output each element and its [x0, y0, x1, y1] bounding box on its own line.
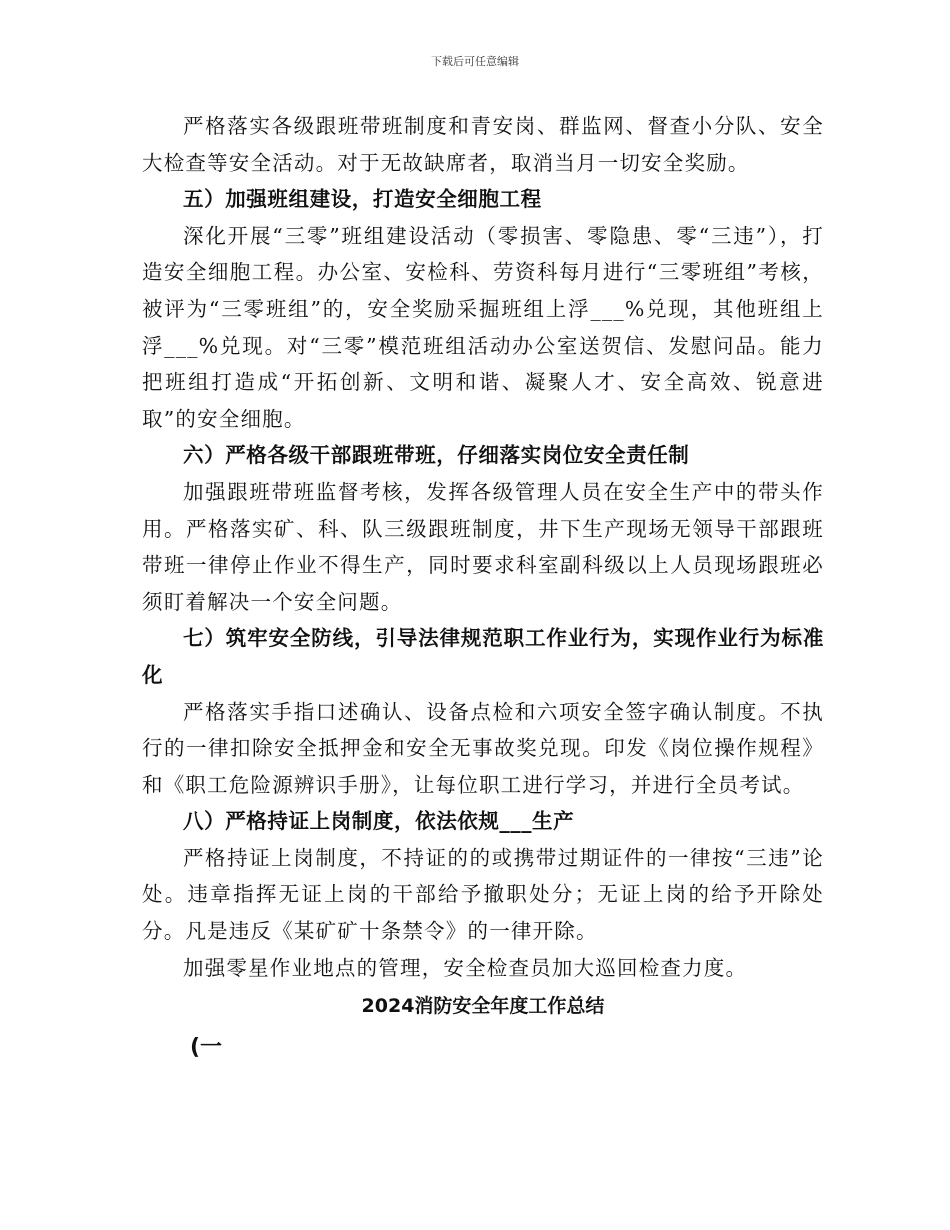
paragraph-team-building: 深化开展“三零”班组建设活动（零损害、零隐患、零“三违”），打造安全细胞工程。办公室、安检科、劳资科每月进行“三零班组”考核，被评为“三零班组”的，安全奖励采掘班组上浮___%兑现，其他班组上浮___%兑现。对“三零”模范班组活动办公室送贺信、发慰问品。能力把班组打造成“开拓创新、文明和谐、凝聚人才、安全高效、锐意进取”的安全细胞。	[142, 223, 824, 431]
section-heading-5: 五）加强班组建设，打造安全细胞工程	[183, 187, 542, 212]
document-body	[142, 108, 824, 1066]
page-header: 下载后可任意编辑	[431, 55, 519, 68]
paragraph-supervision: 加强跟班带班监督考核，发挥各级管理人员在安全生产中的带头作用。严格落实矿、科、队三级跟班制度，井下生产现场无领导干部跟班带班一律停止作业不得生产，同时要求科室副科级以上人员现场跟班必须盯着解决一个安全问题。	[142, 479, 824, 614]
document-title: 2024消防安全年度工作总结	[361, 995, 605, 1018]
section-fragment: (一	[190, 1035, 223, 1061]
section-heading-7: 七）筑牢安全防线，引导法律规范职工作业行为，实现作业行为标准化	[142, 626, 824, 687]
paragraph-standardization: 严格落实手指口述确认、设备点检和六项安全签字确认制度。不执行的一律扣除安全抵押金和安全无事故奖兑现。印发《岗位操作规程》和《职工危险源辨识手册》，让每位职工进行学习，并进行全员考试。	[142, 699, 824, 797]
section-heading-6: 六）严格各级干部跟班带班，仔细落实岗位安全责任制	[183, 443, 690, 468]
section-heading-8: 八）严格持证上岗制度，依法依规___生产	[183, 809, 575, 834]
paragraph-inspection: 加强零星作业地点的管理，安全检查员加大巡回检查力度。	[183, 955, 748, 980]
paragraph-safety-activities: 严格落实各级跟班带班制度和青安岗、群监网、督查小分队、安全大检查等安全活动。对于无故缺席者，取消当月一切安全奖励。	[142, 114, 824, 175]
paragraph-certification: 严格持证上岗制度，不持证的的或携带过期证件的一律按“三违”论处。违章指挥无证上岗的干部给予撤职处分；无证上岗的给予开除处分。凡是违反《某矿矿十条禁令》的一律开除。	[142, 845, 824, 944]
